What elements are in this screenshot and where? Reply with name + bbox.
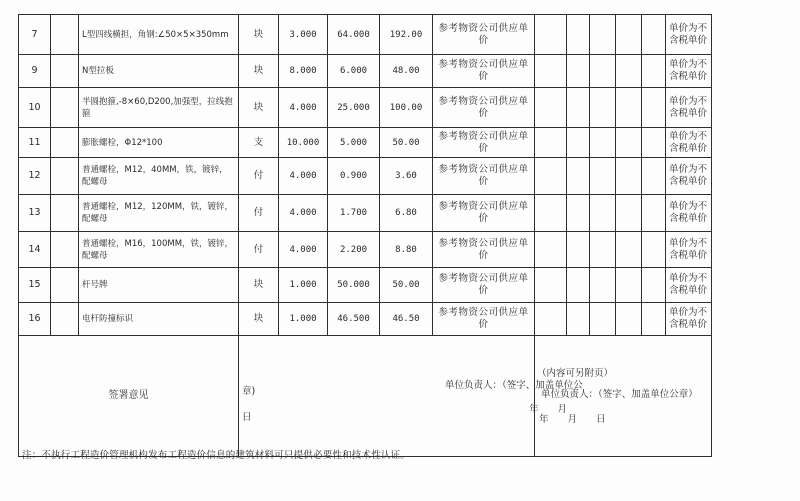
unit-price: 6.000 bbox=[328, 55, 380, 88]
total-amount: 8.80 bbox=[380, 232, 433, 268]
material-name: 杆号牌 bbox=[79, 268, 239, 303]
reviewer-date-label: 年 月 日 bbox=[539, 414, 606, 425]
quantity: 4.000 bbox=[279, 195, 328, 232]
empty-cell bbox=[51, 128, 79, 158]
total-amount: 50.00 bbox=[380, 268, 433, 303]
empty-cell bbox=[51, 232, 79, 268]
price-source: 参考物资公司供应单价 bbox=[433, 128, 535, 158]
row-number: 9 bbox=[19, 55, 51, 88]
empty-cell bbox=[642, 232, 666, 268]
footnote: 注：不执行工程造价管理机构发布工程造价信息的建筑材料可只提供必要性和技术性认证。 bbox=[22, 450, 411, 461]
table-row bbox=[19, 15, 712, 55]
unit-leader-signature-label: 单位负责人：（签字、加盖单位公 bbox=[445, 380, 583, 391]
unit: 付 bbox=[239, 158, 279, 195]
empty-cell bbox=[590, 303, 616, 336]
signature-section bbox=[19, 336, 712, 457]
quantity: 4.000 bbox=[279, 88, 328, 128]
total-amount: 3.60 bbox=[380, 158, 433, 195]
empty-cell bbox=[51, 268, 79, 303]
quantity: 4.000 bbox=[279, 158, 328, 195]
material-name: L型四线横担，角钢:∠50×5×350mm bbox=[79, 15, 239, 55]
price-note: 单价为不含税单价 bbox=[666, 232, 712, 268]
table-row bbox=[19, 158, 712, 195]
material-name: N型拉板 bbox=[79, 55, 239, 88]
empty-cell bbox=[590, 268, 616, 303]
price-note: 单价为不含税单价 bbox=[666, 128, 712, 158]
unit-price: 50.000 bbox=[328, 268, 380, 303]
row-number: 13 bbox=[19, 195, 51, 232]
empty-cell bbox=[51, 303, 79, 336]
empty-cell bbox=[590, 88, 616, 128]
empty-cell bbox=[590, 128, 616, 158]
unit: 付 bbox=[239, 195, 279, 232]
table-row bbox=[19, 128, 712, 158]
total-amount: 50.00 bbox=[380, 128, 433, 158]
unit: 块 bbox=[239, 88, 279, 128]
empty-cell bbox=[616, 158, 642, 195]
row-number: 12 bbox=[19, 158, 51, 195]
price-note: 单价为不含税单价 bbox=[666, 268, 712, 303]
empty-cell bbox=[51, 88, 79, 128]
signature-date-label: 年 月 bbox=[529, 404, 568, 415]
unit-price: 64.000 bbox=[328, 15, 380, 55]
empty-cell bbox=[590, 15, 616, 55]
empty-cell bbox=[567, 15, 590, 55]
price-note: 单价为不含税单价 bbox=[666, 15, 712, 55]
empty-cell bbox=[535, 158, 567, 195]
empty-cell bbox=[51, 195, 79, 232]
price-note: 单价为不含税单价 bbox=[666, 55, 712, 88]
empty-cell bbox=[642, 268, 666, 303]
price-source: 参考物资公司供应单价 bbox=[433, 232, 535, 268]
price-source: 参考物资公司供应单价 bbox=[433, 158, 535, 195]
empty-cell bbox=[590, 158, 616, 195]
material-name: 普通螺栓，M16，100MM，铁，镀锌，配螺母 bbox=[79, 232, 239, 268]
row-number: 16 bbox=[19, 303, 51, 336]
empty-cell bbox=[642, 15, 666, 55]
empty-cell bbox=[590, 195, 616, 232]
quantity: 1.000 bbox=[279, 268, 328, 303]
price-note: 单价为不含税单价 bbox=[666, 195, 712, 232]
empty-cell bbox=[642, 158, 666, 195]
materials-price-table bbox=[18, 14, 712, 457]
price-source: 参考物资公司供应单价 bbox=[433, 195, 535, 232]
row-number: 11 bbox=[19, 128, 51, 158]
empty-cell bbox=[616, 128, 642, 158]
price-source: 参考物资公司供应单价 bbox=[433, 55, 535, 88]
empty-cell bbox=[567, 195, 590, 232]
signature-label: 签署意见 bbox=[19, 336, 239, 457]
row-number: 10 bbox=[19, 88, 51, 128]
table-body bbox=[19, 15, 712, 336]
signature-seal-note: 章) bbox=[242, 386, 256, 397]
price-source: 参考物资公司供应单价 bbox=[433, 88, 535, 128]
empty-cell bbox=[616, 88, 642, 128]
empty-cell bbox=[642, 88, 666, 128]
table-row bbox=[19, 232, 712, 268]
empty-cell bbox=[616, 268, 642, 303]
unit-price: 25.000 bbox=[328, 88, 380, 128]
total-amount: 100.00 bbox=[380, 88, 433, 128]
unit: 块 bbox=[239, 268, 279, 303]
quantity: 8.000 bbox=[279, 55, 328, 88]
unit-price: 5.000 bbox=[328, 128, 380, 158]
empty-cell bbox=[535, 55, 567, 88]
quantity: 3.000 bbox=[279, 15, 328, 55]
material-name: 膨胀螺栓，Φ12*100 bbox=[79, 128, 239, 158]
total-amount: 6.80 bbox=[380, 195, 433, 232]
empty-cell bbox=[567, 232, 590, 268]
unit-price: 1.700 bbox=[328, 195, 380, 232]
price-source: 参考物资公司供应单价 bbox=[433, 15, 535, 55]
material-name: 普通螺栓，M12，120MM，铁，镀锌，配螺母 bbox=[79, 195, 239, 232]
empty-cell bbox=[535, 15, 567, 55]
empty-cell bbox=[567, 128, 590, 158]
total-amount: 46.50 bbox=[380, 303, 433, 336]
signature-day-label: 日 bbox=[242, 412, 252, 423]
empty-cell bbox=[535, 303, 567, 336]
empty-cell bbox=[616, 303, 642, 336]
empty-cell bbox=[642, 303, 666, 336]
empty-cell bbox=[535, 268, 567, 303]
empty-cell bbox=[535, 128, 567, 158]
empty-cell bbox=[567, 88, 590, 128]
signature-row bbox=[19, 336, 712, 457]
table-row bbox=[19, 195, 712, 232]
total-amount: 48.00 bbox=[380, 55, 433, 88]
empty-cell bbox=[616, 55, 642, 88]
unit-price: 0.900 bbox=[328, 158, 380, 195]
empty-cell bbox=[616, 195, 642, 232]
quantity: 1.000 bbox=[279, 303, 328, 336]
row-number: 15 bbox=[19, 268, 51, 303]
table-row bbox=[19, 55, 712, 88]
price-note: 单价为不含税单价 bbox=[666, 158, 712, 195]
empty-cell bbox=[590, 232, 616, 268]
empty-cell bbox=[535, 195, 567, 232]
material-name: 普通螺栓，M12，40MM，铁，镀锌，配螺母 bbox=[79, 158, 239, 195]
empty-cell bbox=[567, 55, 590, 88]
total-amount: 192.00 bbox=[380, 15, 433, 55]
signature-review-cell bbox=[535, 336, 712, 457]
unit: 块 bbox=[239, 303, 279, 336]
empty-cell bbox=[642, 128, 666, 158]
unit-price: 2.200 bbox=[328, 232, 380, 268]
empty-cell bbox=[567, 268, 590, 303]
table-row bbox=[19, 268, 712, 303]
table-row bbox=[19, 303, 712, 336]
price-note: 单价为不含税单价 bbox=[666, 88, 712, 128]
empty-cell bbox=[642, 195, 666, 232]
unit: 支 bbox=[239, 128, 279, 158]
empty-cell bbox=[567, 158, 590, 195]
empty-cell bbox=[616, 232, 642, 268]
price-note: 单价为不含税单价 bbox=[666, 303, 712, 336]
empty-cell bbox=[567, 303, 590, 336]
empty-cell bbox=[642, 55, 666, 88]
row-number: 7 bbox=[19, 15, 51, 55]
price-source: 参考物资公司供应单价 bbox=[433, 303, 535, 336]
row-number: 14 bbox=[19, 232, 51, 268]
unit: 付 bbox=[239, 232, 279, 268]
quantity: 4.000 bbox=[279, 232, 328, 268]
unit: 块 bbox=[239, 15, 279, 55]
unit-price: 46.500 bbox=[328, 303, 380, 336]
empty-cell bbox=[535, 88, 567, 128]
empty-cell bbox=[51, 15, 79, 55]
empty-cell bbox=[590, 55, 616, 88]
empty-cell bbox=[51, 55, 79, 88]
empty-cell bbox=[51, 158, 79, 195]
reviewer-signature-label: 单位负责人：（签字、加盖单位公章） bbox=[541, 389, 698, 400]
price-source: 参考物资公司供应单价 bbox=[433, 268, 535, 303]
material-name: 半圆抱箍,-8×60,D200,加强型，拉线抱箍 bbox=[79, 88, 239, 128]
empty-cell bbox=[535, 232, 567, 268]
quantity: 10.000 bbox=[279, 128, 328, 158]
unit: 块 bbox=[239, 55, 279, 88]
material-name: 电杆防撞标识 bbox=[79, 303, 239, 336]
attachment-note: （内容可另附页） bbox=[537, 368, 614, 379]
empty-cell bbox=[616, 15, 642, 55]
table-row bbox=[19, 88, 712, 128]
